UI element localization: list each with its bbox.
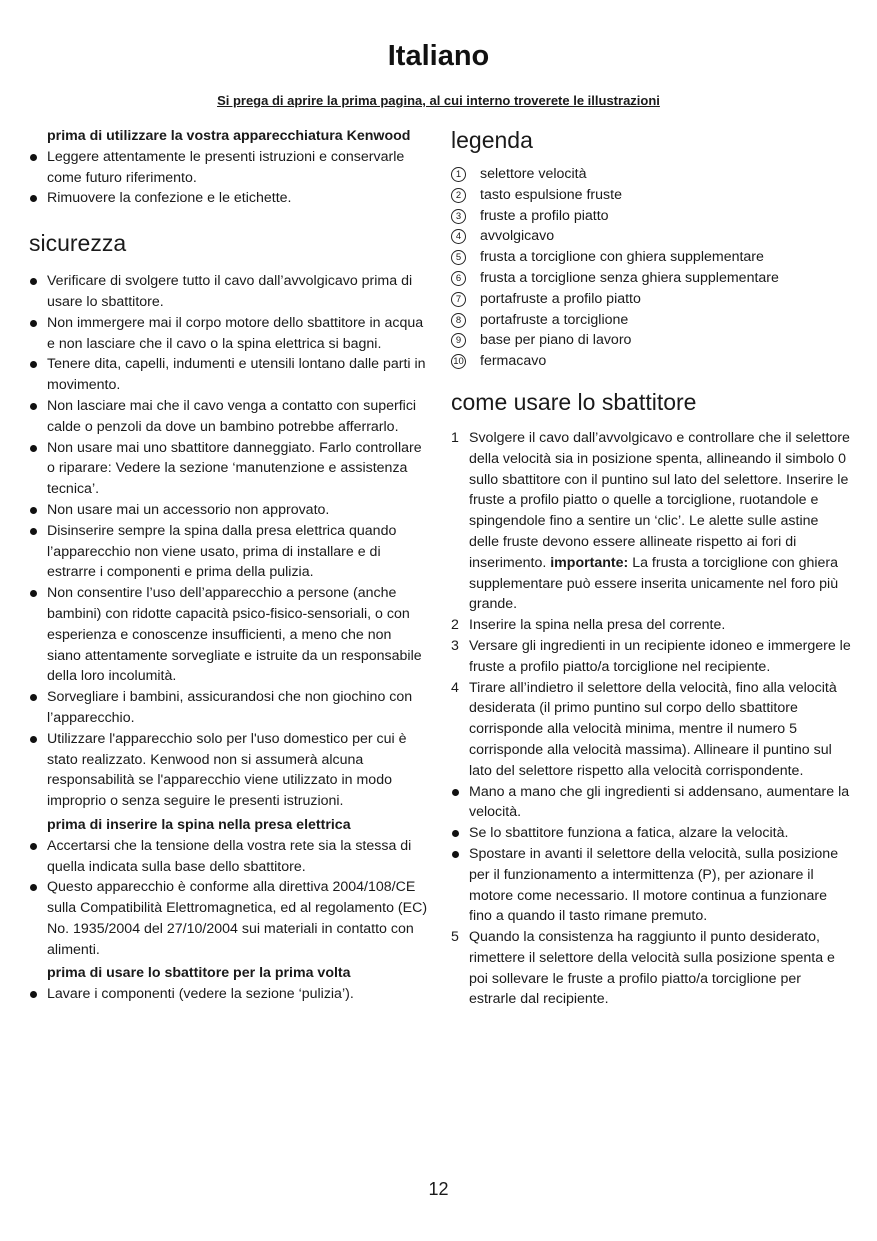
number-circle-icon: 4 <box>451 229 466 244</box>
first-use-list <box>29 984 429 1005</box>
list-item: Spostare in avanti il selettore della velocità, sulla posizione per il funzionamento a intermittenza (P), per azionare il motore come necessario. Il motore continua a funzionare fino a quando il tasto rimane premuto. <box>451 844 851 927</box>
steps-list-a <box>451 428 851 782</box>
number-circle-icon: 1 <box>451 167 466 182</box>
legend-item <box>451 351 851 372</box>
list-item: Lavare i componenti (vedere la sezione ‘pulizia’). <box>29 984 429 1005</box>
important-text: La frusta a torciglione con ghiera supplementare può essere inserita unicamente nel foro più grande. <box>469 554 839 613</box>
illustrations-note: Si prega di aprire la prima pagina, al cui interno troverete le illustrazioni <box>217 93 660 108</box>
before-use-list <box>29 147 429 209</box>
number-circle-icon: 3 <box>451 209 466 224</box>
list-item: Sorvegliare i bambini, assicurandosi che non giochino con l’apparecchio. <box>29 687 429 729</box>
list-item: Disinserire sempre la spina dalla presa elettrica quando l’apparecchio non viene usato, prima di installare e di estrarre i componenti e prima della pulizia. <box>29 521 429 583</box>
step-text: Svolgere il cavo dall’avvolgicavo e controllare che il selettore della velocità sia in posizione spenta, allineando il simbolo 0 sullo sbattitore con il puntino sul lato del selettore. Inserire le fruste a profilo piatto o quelle a torciglione, ruotandole e spingendole fino a sentire un ‘clic’. Le alette sulle astine delle fruste devono essere allineate rispetto ai fori di inserimento. <box>469 429 850 571</box>
step-number: 3 <box>451 637 459 654</box>
legend-label: selettore velocità <box>480 166 587 182</box>
step-text: Quando la consistenza ha raggiunto il punto desiderato, rimettere il selettore della velocità sulla posizione spenta e poi sollevare le fruste a profilo piatto/a torciglione per estrarle dal recipiente. <box>469 929 835 1008</box>
list-item: Questo apparecchio è conforme alla direttiva 2004/108/CE sulla Compatibilità Elettromagnetica, ed al regolamento (EC) No. 1935/2004 del 27/10/2004 sui materiali in contatto con alimenti. <box>29 877 429 960</box>
step-item <box>451 428 851 615</box>
plug-list <box>29 836 429 961</box>
step-text: Versare gli ingredienti in un recipiente idoneo e immergere le fruste a profilo piatto/a torciglione nel recipiente. <box>469 637 851 675</box>
list-item: Non usare mai uno sbattitore danneggiato. Farlo controllare o riparare: Vedere la sezione ‘manutenzione e assistenza tecnica’. <box>29 438 429 500</box>
legend-label: frusta a torciglione con ghiera supplementare <box>480 249 764 266</box>
step-number: 2 <box>451 617 459 634</box>
step-number: 5 <box>451 929 459 946</box>
number-circle-icon: 8 <box>451 313 466 328</box>
legend-label: frusta a torciglione senza ghiera supplementare <box>480 269 779 286</box>
legend-label: tasto espulsione fruste <box>480 186 622 203</box>
legend-label: fermacavo <box>480 353 547 370</box>
number-circle-icon: 2 <box>451 188 466 203</box>
legend-label: portafruste a profilo piatto <box>480 290 641 307</box>
legend-item <box>451 289 851 310</box>
list-item: Tenere dita, capelli, indumenti e utensili lontano dalle parti in movimento. <box>29 354 429 396</box>
list-item: Rimuovere la confezione e le etichette. <box>29 188 429 209</box>
list-item: Utilizzare l'apparecchio solo per l'uso domestico per cui è stato realizzato. Kenwood non si assumerà alcuna responsabilità se l'apparecchio viene utilizzato in modo improprio o senza seguire le presenti istruzioni. <box>29 729 429 812</box>
important-label: importante: <box>550 554 629 571</box>
list-item: Non usare mai un accessorio non approvato. <box>29 500 429 521</box>
legend-label: base per piano di lavoro <box>480 332 632 349</box>
right-column <box>451 126 851 1010</box>
page-title: Italiano <box>387 40 490 72</box>
list-item: Leggere attentamente le presenti istruzioni e conservarle come futuro riferimento. <box>29 147 429 189</box>
step-item <box>451 615 851 636</box>
legend-item <box>451 330 851 351</box>
step-text: Inserire la spina nella presa del corrente. <box>469 617 726 634</box>
step-item <box>451 678 851 782</box>
legend-label: portafruste a torciglione <box>480 311 629 328</box>
list-item: Se lo sbattitore funziona a fatica, alzare la velocità. <box>451 823 851 844</box>
legend-item <box>451 185 851 206</box>
number-circle-icon: 5 <box>451 250 466 265</box>
safety-heading: sicurezza <box>29 230 127 257</box>
list-item: Accertarsi che la tensione della vostra rete sia la stessa di quella indicata sulla base dello sbattitore. <box>29 836 429 878</box>
step-text: Tirare all’indietro il selettore della velocità, fino alla velocità desiderata (il primo puntino sul corpo dello sbattitore corrisponde alla velocità minima, mentre il numero 5 corrisponde alla velocità massima). Allineare il puntino sul lato del selettore rispetto alla velocità corrispondente. <box>469 679 837 779</box>
first-use-heading: prima di usare lo sbattitore per la prima volta <box>47 965 351 982</box>
how-to-use-heading: come usare lo sbattitore <box>451 388 697 415</box>
number-circle-icon: 7 <box>451 292 466 307</box>
step-number: 1 <box>451 429 459 446</box>
number-circle-icon: 10 <box>451 354 466 369</box>
step-item <box>451 927 851 1010</box>
legend-heading: legenda <box>451 127 533 153</box>
left-column <box>29 126 429 1005</box>
list-item: Non consentire l’uso dell’apparecchio a persone (anche bambini) con ridotte capacità psico-fisico-sensoriali, o con esperienza e conoscenze insufficienti, a meno che non siano attentamente sorvegliate e istruite da un responsabile della loro incolumità. <box>29 583 429 687</box>
legend-item <box>451 164 851 185</box>
legend-item <box>451 206 851 227</box>
legend-list <box>451 164 851 372</box>
list-item: Mano a mano che gli ingredienti si addensano, aumentare la velocità. <box>451 782 851 824</box>
list-item: Non immergere mai il corpo motore dello sbattitore in acqua e non lasciare che il cavo o la spina elettrica si bagni. <box>29 313 429 355</box>
legend-item <box>451 268 851 289</box>
number-circle-icon: 6 <box>451 271 466 286</box>
step-number: 4 <box>451 679 459 696</box>
before-use-heading: prima di utilizzare la vostra apparecchiatura Kenwood <box>47 128 411 144</box>
plug-heading: prima di inserire la spina nella presa elettrica <box>47 816 351 833</box>
number-circle-icon: 9 <box>451 333 466 348</box>
step-item <box>451 636 851 678</box>
safety-list <box>29 271 429 812</box>
legend-item <box>451 247 851 268</box>
tips-list <box>451 782 851 928</box>
page-number: 12 <box>428 1179 449 1199</box>
list-item: Verificare di svolgere tutto il cavo dall’avvolgicavo prima di usare lo sbattitore. <box>29 271 429 313</box>
steps-list-b <box>451 927 851 1010</box>
list-item: Non lasciare mai che il cavo venga a contatto con superfici calde o penzoli da dove un bambino potrebbe afferrarlo. <box>29 396 429 438</box>
legend-item <box>451 226 851 247</box>
legend-label: avvolgicavo <box>480 228 555 245</box>
legend-item <box>451 310 851 331</box>
legend-label: fruste a profilo piatto <box>480 207 609 224</box>
